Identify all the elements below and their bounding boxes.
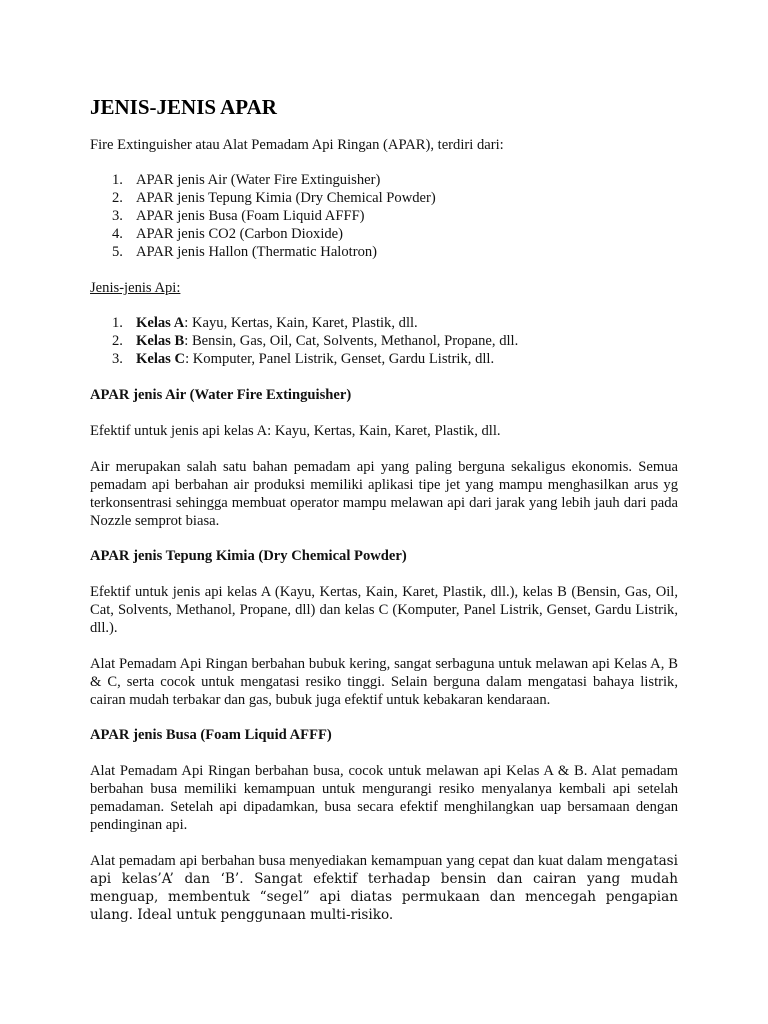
section-busa-paragraph-2-rest: mengatasi api kelas’A’ dan ‘B’. Sangat efektif terhadap bensin dan cairan yang mudah menguap, membentuk “segel” api diatas permukaan dan mencegah pengapian ulang. Ideal untuk penggunaan multi-risiko. <box>90 853 678 923</box>
fire-types-heading: Jenis-jenis Api: <box>90 280 181 296</box>
list-item <box>90 207 678 225</box>
section-heading-tepung: APAR jenis Tepung Kimia (Dry Chemical Powder) <box>90 548 407 564</box>
section-air-paragraph-2: Air merupakan salah satu bahan pemadam api yang paling berguna sekaligus ekonomis. Semua pemadam api berbahan air produksi memiliki aplikasi tipe jet yang mampu menghasilkan arus yg terkonsentrasi sehingga membuat operator mampu melawan api dari jarak yang lebih jauh dari pada Nozzle semprot biasa. <box>90 459 678 529</box>
fire-class-description: : Komputer, Panel Listrik, Genset, Gardu Listrik, dll. <box>185 351 495 367</box>
list-item-text: APAR jenis Tepung Kimia (Dry Chemical Powder) <box>136 190 436 206</box>
fire-class-description: : Kayu, Kertas, Kain, Karet, Plastik, dll. <box>184 315 418 331</box>
section-busa-paragraph-2 <box>90 852 678 924</box>
list-item <box>90 171 678 189</box>
section-tepung-paragraph-1: Efektif untuk jenis api kelas A (Kayu, Kertas, Kain, Karet, Plastik, dll.), kelas B (Bensin, Gas, Oil, Cat, Solvents, Methanol, Propane, dll) dan kelas C (Komputer, Panel Listrik, Genset, Gardu Listrik, dll.). <box>90 584 678 636</box>
list-number: 2. <box>112 190 123 206</box>
list-item <box>90 314 678 332</box>
document-body <box>90 94 678 924</box>
fire-class-label: Kelas B <box>136 333 185 349</box>
section-heading-busa: APAR jenis Busa (Foam Liquid AFFF) <box>90 727 332 743</box>
list-number: 3. <box>112 351 123 367</box>
list-item <box>90 225 678 243</box>
list-number: 3. <box>112 208 123 224</box>
list-number: 1. <box>112 315 123 331</box>
fire-class-label: Kelas A <box>136 315 185 331</box>
list-item <box>90 189 678 207</box>
list-item-text: APAR jenis Hallon (Thermatic Halotron) <box>136 244 378 260</box>
section-tepung-paragraph-2: Alat Pemadam Api Ringan berbahan bubuk kering, sangat serbaguna untuk melawan api Kelas A, B & C, serta cocok untuk mengatasi resiko tinggi. Selain berguna dalam mengatasi bahaya listrik, cairan mudah terbakar dan gas, bubuk juga efektif untuk kebakaran kendaraan. <box>90 656 678 708</box>
list-number: 4. <box>112 226 123 242</box>
list-item <box>90 350 678 368</box>
section-busa-paragraph-1: Alat Pemadam Api Ringan berbahan busa, cocok untuk melawan api Kelas A & B. Alat pemadam berbahan busa memiliki kemampuan untuk mengurangi resiko menyalanya kembali api setelah pemadaman. Setelah api dipadamkan, busa secara efektif menghilangkan uap bersamaan dengan pendinginan api. <box>90 763 678 833</box>
list-item-text: APAR jenis Air (Water Fire Extinguisher) <box>136 172 381 188</box>
list-item <box>90 243 678 261</box>
list-item-text: APAR jenis Busa (Foam Liquid AFFF) <box>136 208 365 224</box>
fire-class-label: Kelas C <box>136 351 186 367</box>
list-item <box>90 332 678 350</box>
section-air-paragraph-1: Efektif untuk jenis api kelas A: Kayu, Kertas, Kain, Karet, Plastik, dll. <box>90 423 501 439</box>
list-number: 5. <box>112 244 123 260</box>
section-heading-air: APAR jenis Air (Water Fire Extinguisher) <box>90 387 352 403</box>
list-item-text: APAR jenis CO2 (Carbon Dioxide) <box>136 226 344 242</box>
fire-class-list <box>90 314 678 368</box>
intro-paragraph: Fire Extinguisher atau Alat Pemadam Api Ringan (APAR), terdiri dari: <box>90 137 504 153</box>
fire-class-description: : Bensin, Gas, Oil, Cat, Solvents, Methanol, Propane, dll. <box>184 333 519 349</box>
apar-type-list <box>90 171 678 261</box>
list-number: 1. <box>112 172 123 188</box>
document-title: JENIS-JENIS APAR <box>90 95 277 119</box>
section-busa-paragraph-2-line-1: Alat pemadam api berbahan busa menyediakan kemampuan yang cepat dan kuat dalam <box>90 853 603 869</box>
list-number: 2. <box>112 333 123 349</box>
